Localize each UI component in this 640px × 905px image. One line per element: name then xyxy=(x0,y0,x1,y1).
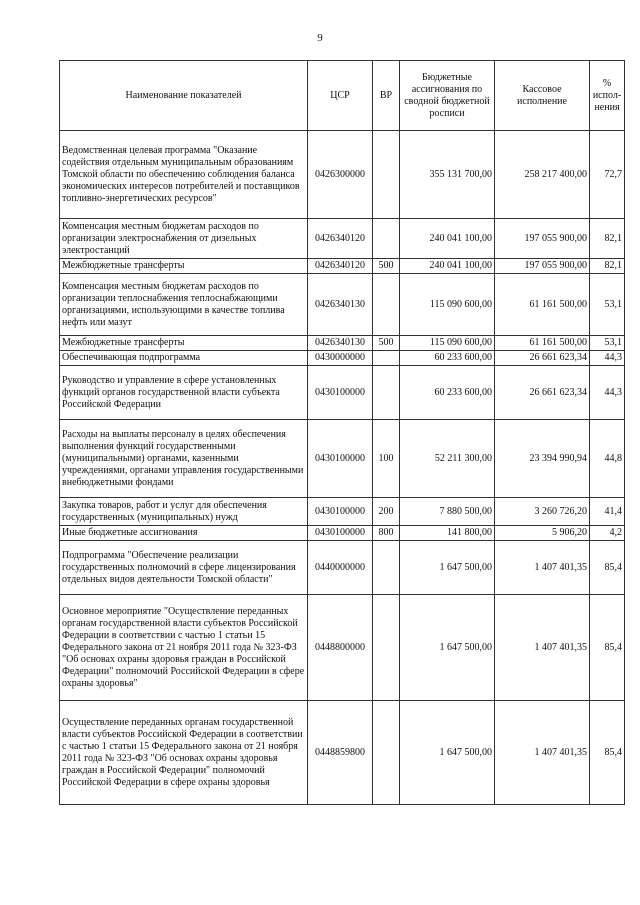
row-allocations: 60 233 600,00 xyxy=(400,351,495,366)
row-name: Основное мероприятие "Осуществление переданных органам государственной власти субъектов Российской Федерации в соответствии с частью 1 статьи 15 Федерального закона от 21 ноября 2011 года № 323-ФЗ "Об основах охраны здоровья граждан в Российской Федерации" полномочий Российской Федерации в сфере охраны здоровья" xyxy=(60,595,308,701)
row-name: Иные бюджетные ассигнования xyxy=(60,526,308,541)
row-allocations: 141 800,00 xyxy=(400,526,495,541)
row-allocations: 115 090 600,00 xyxy=(400,336,495,351)
row-csr: 0430100000 xyxy=(308,498,373,526)
row-vr: 800 xyxy=(373,526,400,541)
row-cash: 1 407 401,35 xyxy=(495,541,590,595)
table-row xyxy=(60,498,625,526)
row-csr: 0430100000 xyxy=(308,420,373,498)
row-csr: 0430100000 xyxy=(308,366,373,420)
row-percent: 53,1 xyxy=(590,274,625,336)
row-allocations: 240 041 100,00 xyxy=(400,259,495,274)
row-percent: 82,1 xyxy=(590,219,625,259)
row-cash: 26 661 623,34 xyxy=(495,351,590,366)
row-cash: 5 906,20 xyxy=(495,526,590,541)
row-percent: 85,4 xyxy=(590,595,625,701)
row-csr: 0448800000 xyxy=(308,595,373,701)
row-csr: 0440000000 xyxy=(308,541,373,595)
table-row xyxy=(60,541,625,595)
row-vr xyxy=(373,274,400,336)
row-name: Расходы на выплаты персоналу в целях обеспечения выполнения функций государственными (муниципальными) органами, казенными учреждениями, органами управления государственными внебюджетными фондами xyxy=(60,420,308,498)
table-row xyxy=(60,701,625,805)
row-cash: 197 055 900,00 xyxy=(495,259,590,274)
table-row xyxy=(60,595,625,701)
header-allocations: Бюджетные ассигнования по сводной бюджетной росписи xyxy=(400,61,495,131)
header-csr: ЦСР xyxy=(308,61,373,131)
row-percent: 44,3 xyxy=(590,366,625,420)
row-allocations: 7 880 500,00 xyxy=(400,498,495,526)
table-row xyxy=(60,274,625,336)
row-percent: 44,3 xyxy=(590,351,625,366)
row-allocations: 355 131 700,00 xyxy=(400,131,495,219)
row-cash: 258 217 400,00 xyxy=(495,131,590,219)
row-percent: 82,1 xyxy=(590,259,625,274)
table-row xyxy=(60,219,625,259)
row-csr: 0426340120 xyxy=(308,259,373,274)
table-row xyxy=(60,420,625,498)
table-row xyxy=(60,131,625,219)
row-allocations: 1 647 500,00 xyxy=(400,541,495,595)
row-vr xyxy=(373,541,400,595)
row-name: Осуществление переданных органам государственной власти субъектов Российской Федерации в соответствии с частью 1 статьи 15 Федерального закона от 21 ноября 2011 года № 323-ФЗ "Об основах охраны здоровья граждан в Российской Федерации" полномочий Российской Федерации в сфере охраны здоровья xyxy=(60,701,308,805)
row-allocations: 115 090 600,00 xyxy=(400,274,495,336)
table-row xyxy=(60,351,625,366)
row-name: Межбюджетные трансферты xyxy=(60,259,308,274)
page-number: 9 xyxy=(317,32,323,44)
header-vr: ВР xyxy=(373,61,400,131)
row-allocations: 60 233 600,00 xyxy=(400,366,495,420)
row-allocations: 1 647 500,00 xyxy=(400,595,495,701)
row-name: Обеспечивающая подпрограмма xyxy=(60,351,308,366)
row-cash: 3 260 726,20 xyxy=(495,498,590,526)
row-csr: 0426340120 xyxy=(308,219,373,259)
row-percent: 85,4 xyxy=(590,701,625,805)
row-cash: 23 394 990,94 xyxy=(495,420,590,498)
row-percent: 44,8 xyxy=(590,420,625,498)
row-allocations: 240 041 100,00 xyxy=(400,219,495,259)
table-header xyxy=(60,61,625,131)
row-vr: 200 xyxy=(373,498,400,526)
row-name: Компенсация местным бюджетам расходов по организации электроснабжения от дизельных электростанций xyxy=(60,219,308,259)
table-row xyxy=(60,526,625,541)
row-name: Руководство и управление в сфере установленных функций органов государственной власти субъекта Российской Федерации xyxy=(60,366,308,420)
row-name: Закупка товаров, работ и услуг для обеспечения государственных (муниципальных) нужд xyxy=(60,498,308,526)
row-percent: 72,7 xyxy=(590,131,625,219)
row-csr: 0448859800 xyxy=(308,701,373,805)
table-body xyxy=(60,131,625,805)
table-row xyxy=(60,259,625,274)
row-vr xyxy=(373,351,400,366)
row-vr xyxy=(373,131,400,219)
row-cash: 1 407 401,35 xyxy=(495,701,590,805)
row-csr: 0426340130 xyxy=(308,336,373,351)
row-vr xyxy=(373,366,400,420)
row-allocations: 52 211 300,00 xyxy=(400,420,495,498)
header-percent: % испол-нения xyxy=(590,61,625,131)
budget-execution-table xyxy=(59,60,625,805)
row-cash: 197 055 900,00 xyxy=(495,219,590,259)
table-row xyxy=(60,366,625,420)
row-name: Компенсация местным бюджетам расходов по организации теплоснабжения теплоснабжающими организациями, использующими в качестве топлива нефть или мазут xyxy=(60,274,308,336)
row-vr xyxy=(373,595,400,701)
row-cash: 61 161 500,00 xyxy=(495,274,590,336)
row-percent: 53,1 xyxy=(590,336,625,351)
header-name: Наименование показателей xyxy=(60,61,308,131)
header-row xyxy=(60,61,625,131)
row-vr xyxy=(373,701,400,805)
row-cash: 61 161 500,00 xyxy=(495,336,590,351)
row-name: Межбюджетные трансферты xyxy=(60,336,308,351)
row-allocations: 1 647 500,00 xyxy=(400,701,495,805)
row-csr: 0430100000 xyxy=(308,526,373,541)
row-csr: 0426340130 xyxy=(308,274,373,336)
row-vr: 100 xyxy=(373,420,400,498)
table-row xyxy=(60,336,625,351)
row-percent: 41,4 xyxy=(590,498,625,526)
row-cash: 1 407 401,35 xyxy=(495,595,590,701)
row-vr: 500 xyxy=(373,336,400,351)
row-csr: 0430000000 xyxy=(308,351,373,366)
row-name: Подпрограмма "Обеспечение реализации государственных полномочий в сфере лицензирования отдельных видов деятельности Томской области" xyxy=(60,541,308,595)
row-percent: 4,2 xyxy=(590,526,625,541)
row-cash: 26 661 623,34 xyxy=(495,366,590,420)
row-csr: 0426300000 xyxy=(308,131,373,219)
row-percent: 85,4 xyxy=(590,541,625,595)
row-vr xyxy=(373,219,400,259)
row-vr: 500 xyxy=(373,259,400,274)
row-name: Ведомственная целевая программа "Оказание содействия отдельным муниципальным образованиям Томской области по обеспечению соблюдения баланса экономических интересов потребителей и поставщиков топливно-энергетических ресурсов" xyxy=(60,131,308,219)
header-cash: Кассовое исполнение xyxy=(495,61,590,131)
